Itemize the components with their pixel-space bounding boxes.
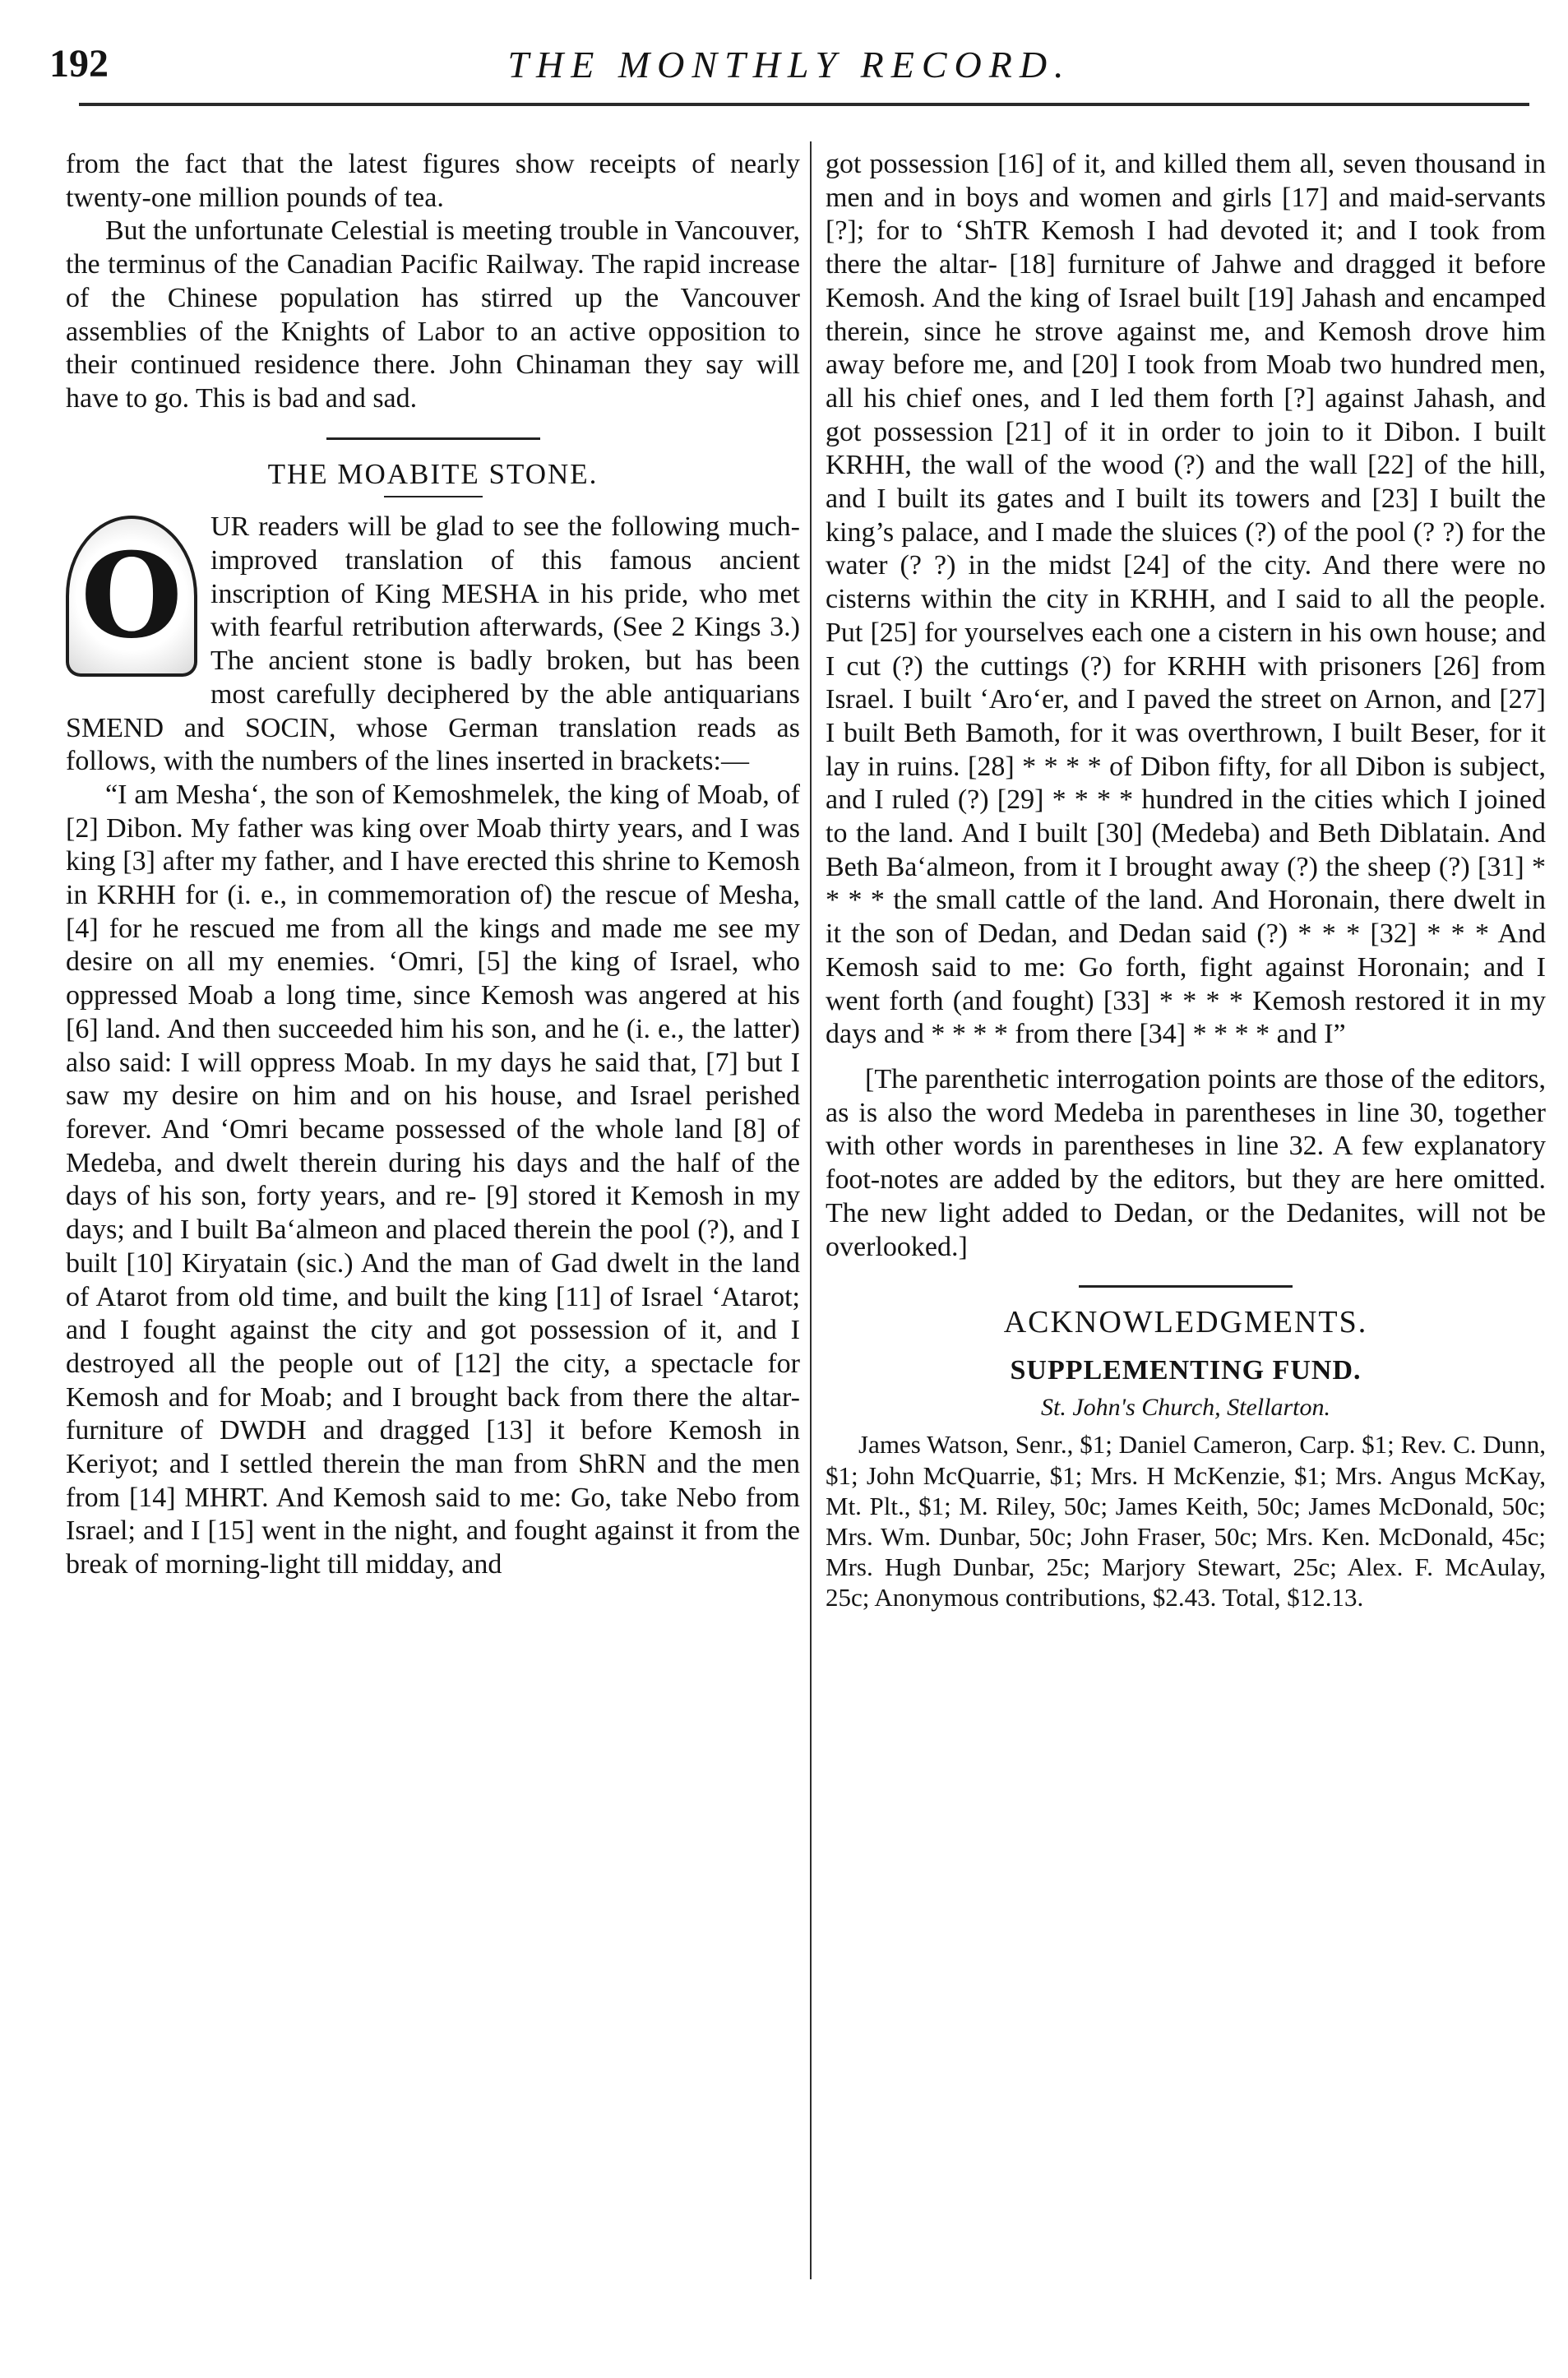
page-header bbox=[49, 41, 1529, 107]
editor-note: [The parenthetic interrogation points are those of the editors, as is also the word Medeba in parentheses in line 30, together with other words in parentheses in line 32. A few explanatory foot-notes are added by the editors, but they are here omitted. The new light added to Dedan, or the Dedanites, will not be overlooked.] bbox=[826, 1063, 1546, 1262]
acknowledgments-heading: ACKNOWLEDGMENTS. bbox=[1003, 1305, 1368, 1340]
church-name: St. John's Church, Stellarton. bbox=[1041, 1393, 1330, 1421]
page-number: 192 bbox=[49, 42, 109, 86]
header-rule bbox=[79, 103, 1529, 106]
inscription-text-part-1: “I am Mesha‘, the son of Kemoshmelek, the king of Moab, of [2] Dibon. My father was king over Moab thirty years, and I was king [3] after my father, and I have erected this shrine to Kemosh in KRHH for (i. e., in commemoration of) the rescue of Mesha, [4] for he rescued me from all the kings and made me see my desire on all my enemies. ‘Omri, [5] the king of Israel, who oppressed Moab a long time, since Kemosh was angered at his [6] land. And then succeeded him his son, and he (i. e., the latter) also said: I will oppress Moab. In my days he said that, [7] but I saw my desire on him and on his house, and Israel perished forever. And ‘Omri became possessed of the whole land [8] of Medeba, and dwelt therein during his days and the half of the days of his son, forty years, and re- [9] stored it Kemosh in my days; and I built Ba‘almeon and placed therein the pool (?), and I built [10] Kiryatain (sic.) And the man of Gad dwelt in the land of Atarot from old time, and built the king [11] of Israel ‘Atarot; and I fought against the city and got possession of it, and I destroyed all the people out of [12] the city, a spectacle for Kemosh and for Moab; and I brought back from there the altar-furniture of DWDH and dragged [13] it before Kemosh in Keriyot; and I settled therein the man from ShRN and the men from [14] MHRT. And Kemosh said to me: Go, take Nebo from Israel; and I [15] went in the night, and fought against it from the break of morning-light till midday, and bbox=[66, 779, 800, 1580]
supplementing-fund-heading: SUPPLEMENTING FUND. bbox=[1010, 1354, 1362, 1386]
intro-block bbox=[66, 511, 800, 779]
contributor-list: James Watson, Senr., $1; Daniel Cameron, Carp. $1; Rev. C. Dunn, $1; John McQuarrie, $1; Mrs. H McKenzie, $1; Mrs. Angus McKay, Mt. Plt., $1; M. Riley, 50c; James Keith, 50c; James McDonald, 50c; Mrs. Wm. Dunbar, 50c; John Fraser, 50c; Mrs. Ken. McDonald, 45c; Mrs. Hugh Dunbar, 25c; Marjory Stewart, 25c; Alex. F. McAulay, 25c; Anonymous contributions, $2.43. Total, $12.13. bbox=[826, 1430, 1546, 1612]
section-divider-ack bbox=[1079, 1285, 1293, 1288]
news-paragraph-continued: from the fact that the latest figures show receipts of nearly twenty-one million pounds of tea. bbox=[66, 149, 800, 213]
right-column bbox=[826, 148, 1546, 1613]
news-paragraph-vancouver: But the unfortunate Celestial is meeting trouble in Vancouver, the terminus of the Canadian Pacific Railway. The rapid increase of the Chinese population has stirred up the Vancouver assemblies of the Knights of Labor to an active opposition to their continued residence there. John Chinaman they say will have to go. This is bad and sad. bbox=[66, 215, 800, 414]
heading-underline bbox=[384, 496, 483, 497]
running-head: THE MONTHLY RECORD. bbox=[507, 44, 1071, 86]
ornamental-dropcap: O bbox=[66, 516, 197, 677]
section-heading-moabite-stone: THE MOABITE STONE. bbox=[267, 457, 599, 490]
section-divider bbox=[326, 437, 540, 440]
intro-paragraph: UR readers will be glad to see the following much-improved translation of this famous ancient inscription of King MESHA in his pride, who met with fearful retribution afterwards, (See 2 Kings 3.) The ancient stone is badly broken, but has been most carefully deciphered by the able antiquarians SMEND and SOCIN, whose German translation reads as follows, with the numbers of the lines inserted in brackets:— bbox=[66, 511, 800, 777]
column-divider bbox=[810, 141, 812, 2279]
left-column bbox=[66, 148, 800, 1582]
inscription-text-part-2: got possession [16] of it, and killed them all, seven thousand in men and in boys and women and girls [17] and maid-servants [?]; for to ‘ShTR Kemosh I had devoted it; and I took from there the altar- [18] furniture of Jahwe and dragged it before Kemosh. And the king of Israel built [19] Jahash and encamped therein, since he strove against me, and Kemosh drove him away before me, and [20] I took from Moab two hundred men, all his chief ones, and I led them forth [?] against Jahash, and got possession [21] of it in order to join to it Dibon. I built KRHH, the wall of the wood (?) and the wall [22] of the hill, and I built its gates and I built its towers and [23] I built the king’s palace, and I made the sluices (?) of the pool (? ?) for the water (? ?) in the midst [24] of the city. And there were no cisterns within the city in KRHH, and I said to all the people. Put [25] for yourselves each one a cistern in his own house; and I cut (?) the cuttings (?) for KRHH with prisoners [26] from Israel. I built ‘Aro‘er, and I paved the street on Arnon, and [27] I built Beth Bamoth, for it was overthrown, I built Beser, for it lay in ruins. [28] * * * * of Dibon fifty, for all Dibon is subject, and I ruled (?) [29] * * * * hundred in the cities which I joined to the land. And I built [30] (Medeba) and Beth Diblatain. And Beth Ba‘almeon, from it I brought away (?) the sheep (?) [31] * * * * the small cattle of the land. And Horonain, there dwelt in it the son of Dedan, and Dedan said (?) * * * [32] * * * And Kemosh said to me: Go forth, fight against Horonain; and I went forth (and fought) [33] * * * * Kemosh restored it in my days and * * * * from there [34] * * * * and I” bbox=[826, 149, 1546, 1050]
